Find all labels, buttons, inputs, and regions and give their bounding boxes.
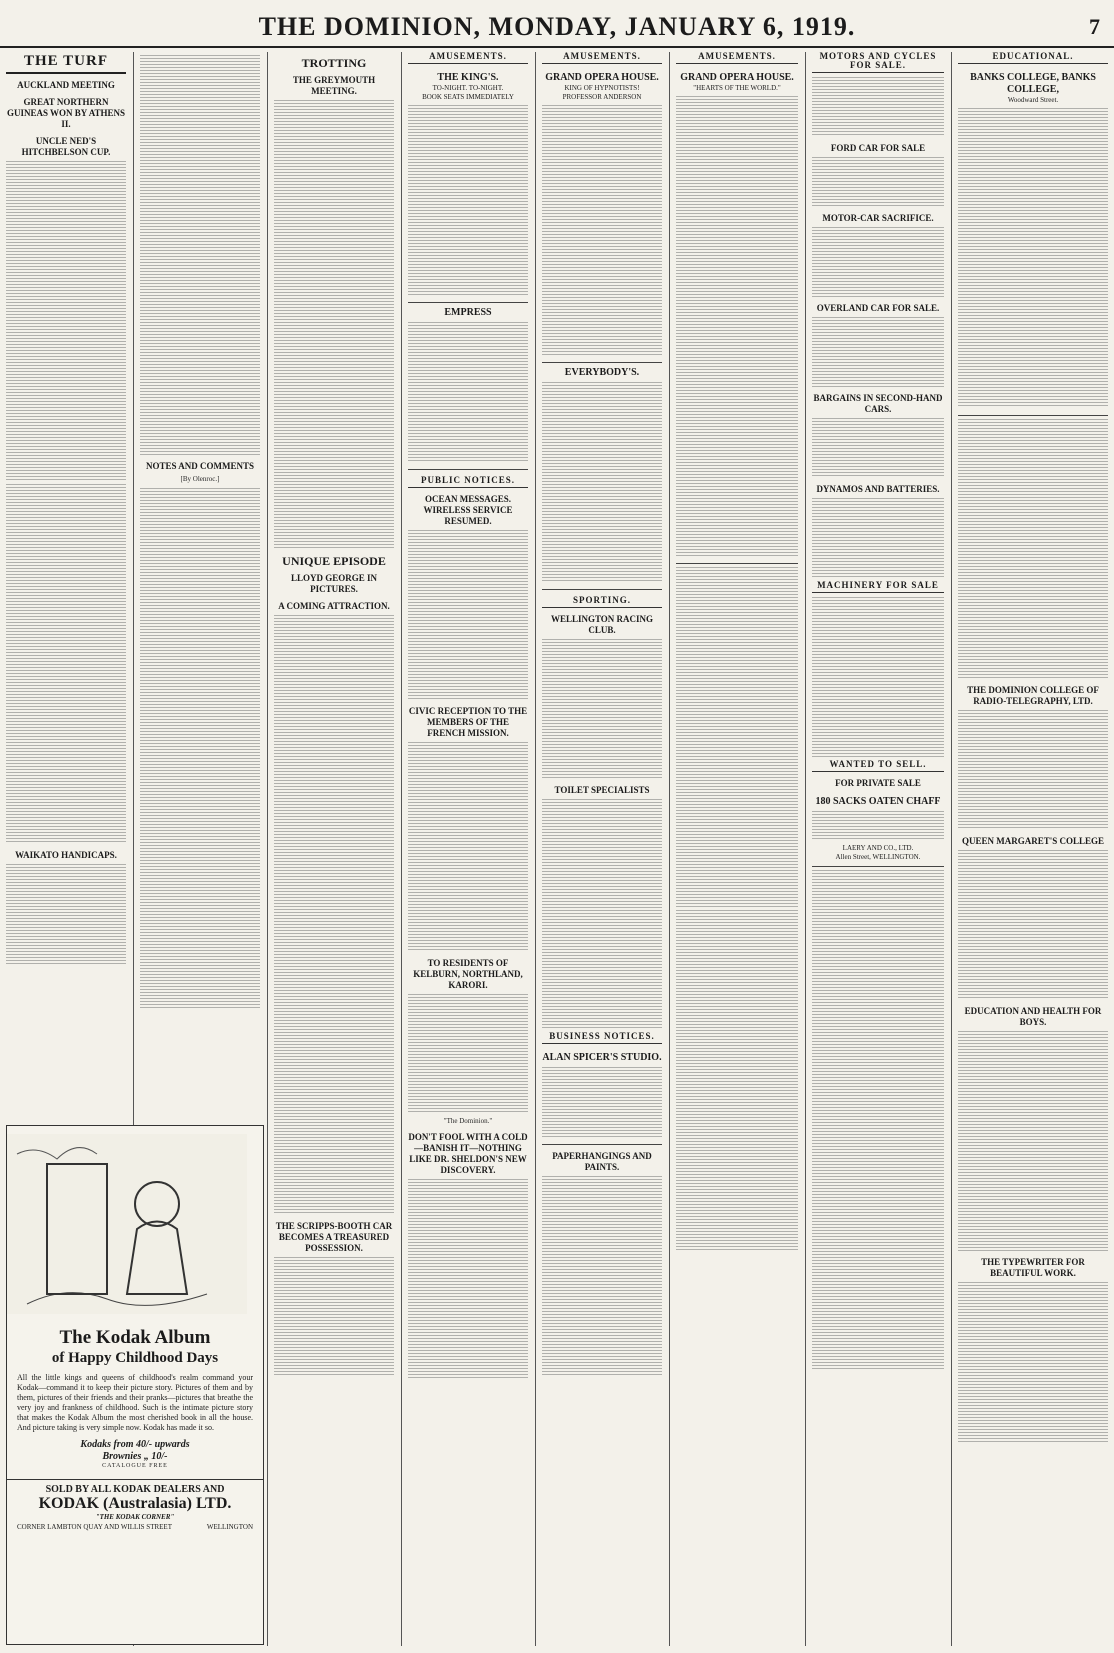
turf-meeting: AUCKLAND MEETING [17, 80, 115, 90]
everybodys-ad [542, 363, 662, 590]
publisher-line: "The Dominion." [443, 1117, 493, 1125]
kings-ad-text [408, 105, 528, 295]
trotting-heading: TROTTING [301, 56, 367, 70]
kelburn-text [408, 994, 528, 1114]
ford-heading: FORD CAR FOR SALE [830, 143, 926, 153]
typewriter-heading: THE TYPEWRITER FOR BEAUTIFUL WORK. [981, 1257, 1085, 1278]
civic-heading: CIVIC RECEPTION TO THE MEMBERS OF THE FRENCH MISSION. [408, 706, 528, 738]
empress-title: EMPRESS [444, 307, 492, 318]
kodak-body: All the little kings and queens of childhood's realm command your Kodak—command it to keep their picture story. Pictures of them and by them, pictures of their friends and their pranks—pictures that breathe the very joy and frankness of childhood. Such is the intimate picture story that makes the Kodak Album the most cherished book in all the house. And picture taking is very simple now. Kodak has made it so. [17, 1373, 253, 1432]
column-motors [806, 52, 950, 1646]
everybodys-title: EVERYBODY'S. [564, 367, 640, 378]
hypnotist-line: KING OF HYPNOTISTS! [564, 84, 640, 92]
woodward-line: Woodward Street. [1007, 96, 1059, 104]
bargains-text [812, 418, 944, 478]
machinery-text [812, 597, 944, 757]
kodak-subtitle: of Happy Childhood Days [51, 1350, 219, 1366]
motor-sacrifice-text [812, 227, 944, 297]
typewriter-text [958, 1282, 1108, 1442]
wireless-text [408, 530, 528, 700]
hearts-ad-text [676, 96, 798, 556]
notes-text [140, 488, 260, 1008]
motors-heading: MOTORS AND CYCLES FOR SALE. [812, 52, 944, 73]
dominion-college-text [958, 710, 1108, 830]
spicer-ad [542, 1048, 662, 1145]
civic-text [408, 742, 528, 952]
dynamos-text [812, 498, 944, 578]
grand-opera-ad [542, 68, 662, 363]
everybodys-text [542, 382, 662, 582]
dynamos-heading: DYNAMOS AND BATTERIES. [816, 484, 940, 494]
kodak-address [7, 1521, 263, 1533]
education-health-heading: EDUCATION AND HEALTH FOR BOYS. [964, 1006, 1102, 1027]
column-trotting [268, 52, 400, 1646]
kodak-city: WELLINGTON [206, 1523, 253, 1531]
book-seats: BOOK SEATS IMMEDIATELY [422, 93, 514, 101]
scripps-heading: THE SCRIPPS-BOOTH CAR BECOMES A TREASURED POSSESSION. [275, 1221, 393, 1253]
race-results-text [6, 864, 126, 964]
kings-theatre-ad [408, 68, 528, 303]
race-results-text [6, 484, 126, 844]
motor-sacrifice-heading: MOTOR-CAR SACRIFICE. [822, 213, 934, 223]
empress-ad-text [408, 322, 528, 462]
paperhangings-heading: PAPERHANGINGS AND PAINTS. [552, 1151, 652, 1172]
wanted-heading: WANTED TO SELL. [812, 760, 944, 772]
notes-byline: [By Olenroc.] [180, 475, 220, 483]
spicer-title: ALAN SPICER'S STUDIO. [542, 1052, 662, 1063]
spicer-text [542, 1067, 662, 1137]
grand-opera-hearts-ad [676, 68, 798, 564]
empress-ad [408, 303, 528, 470]
queen-margarets-text [958, 850, 1108, 1000]
banks-college-title: BANKS COLLEGE, BANKS COLLEGE, [970, 72, 1096, 95]
kelburn-heading: TO RESIDENTS OF KELBURN, NORTHLAND, KARORI. [413, 958, 523, 990]
chaff-title: 180 SACKS OATEN CHAFF [815, 796, 941, 807]
business-notices-text [676, 910, 798, 1250]
laery-line: LAERY AND CO., LTD. [842, 844, 914, 852]
sporting-heading: SPORTING. [542, 596, 662, 608]
grand-opera-text [542, 105, 662, 355]
notices-heading: PUBLIC NOTICES. [408, 476, 528, 488]
queen-margarets-heading: QUEEN MARGARET'S COLLEGE [961, 836, 1105, 846]
notes-heading: NOTES AND COMMENTS [145, 461, 254, 471]
masthead [0, 0, 1114, 48]
page-number: 7 [1089, 14, 1100, 39]
business-heading: BUSINESS NOTICES. [542, 1032, 662, 1044]
bargains-heading: BARGAINS IN SECOND-HAND CARS. [813, 393, 943, 414]
kings-note: TO-NIGHT. TO-NIGHT. [432, 84, 504, 92]
child-photo-illustration [7, 1134, 247, 1314]
episode-heading: UNIQUE EPISODE [282, 554, 386, 568]
overland-text [812, 317, 944, 387]
kodak-title: The Kodak Album [59, 1327, 211, 1348]
kodak-corner: "THE KODAK CORNER" [95, 1513, 175, 1521]
race-results-text [6, 161, 126, 481]
newspaper-title: THE DOMINION, MONDAY, JANUARY 6, 1919. [258, 12, 856, 41]
racing-club: WELLINGTON RACING CLUB. [550, 614, 654, 635]
chaff-ad [812, 792, 944, 867]
trotting-results [274, 100, 394, 550]
toilet-heading: TOILET SPECIALISTS [554, 785, 650, 795]
column-amusements-c [670, 52, 804, 1646]
correspondence-text [958, 419, 1108, 679]
turf-subhead: UNCLE NED'S HITCHBELSON CUP. [21, 136, 111, 157]
episode-sub1: LLOYD GEORGE IN PICTURES. [290, 573, 377, 594]
hearts-line: "HEARTS OF THE WORLD." [693, 84, 781, 92]
wireless-heading: OCEAN MESSAGES. WIRELESS SERVICE RESUMED. [423, 494, 513, 526]
banks-college-text [958, 108, 1108, 408]
paperhangings-text [542, 1176, 662, 1376]
motors-text [812, 77, 944, 137]
column-amusements-b [536, 52, 668, 1646]
turf-heading: THE TURF [6, 52, 126, 74]
professor-line: PROFESSOR ANDERSON [562, 93, 642, 101]
grand-opera-title: GRAND OPERA HOUSE. [545, 72, 659, 83]
allen-line: Allen Street, WELLINGTON. [835, 853, 921, 861]
kodak-company: KODAK (Australasia) LTD. [38, 1495, 232, 1512]
amusements-heading: AMUSEMENTS. [676, 52, 798, 64]
education-health-text [958, 1031, 1108, 1251]
episode-sub2: A COMING ATTRACTION. [278, 601, 390, 611]
private-sale-heading: FOR PRIVATE SALE [835, 778, 921, 788]
business-notices-text [812, 870, 944, 1370]
kodak-price: Kodaks from 40/- upwards [80, 1439, 190, 1450]
chaff-text [812, 811, 944, 841]
race-results-text [140, 55, 260, 455]
cold-text [408, 1179, 528, 1379]
kings-title: THE KING'S. [437, 72, 499, 83]
machinery-heading: MACHINERY FOR SALE [812, 581, 944, 593]
waikato-heading: WAIKATO HANDICAPS. [15, 850, 117, 860]
amusements-heading: AMUSEMENTS. [408, 52, 528, 64]
turf-headline: GREAT NORTHERN GUINEAS WON BY ATHENS II. [6, 97, 126, 129]
kodak-street: CORNER LAMBTON QUAY AND WILLIS STREET [17, 1523, 172, 1531]
kodak-sold-by: SOLD BY ALL KODAK DEALERS AND [7, 1479, 263, 1495]
brownie-price: Brownies „ 10/- [102, 1451, 168, 1462]
grand-opera-title: GRAND OPERA HOUSE. [680, 72, 794, 83]
business-notices-text [676, 567, 798, 907]
toilet-text [542, 799, 662, 1029]
trotting-sub: THE GREYMOUTH MEETING. [292, 75, 376, 96]
column-educational [952, 52, 1114, 1646]
column-amusements-a [402, 52, 534, 1646]
educational-heading: EDUCATIONAL. [958, 52, 1108, 64]
banks-college-ad [958, 68, 1108, 416]
amusements-heading: AMUSEMENTS. [542, 52, 662, 64]
racing-text [542, 639, 662, 779]
overland-heading: OVERLAND CAR FOR SALE. [816, 303, 940, 313]
episode-text [274, 615, 394, 1215]
cold-heading: DON'T FOOL WITH A COLD—BANISH IT—NOTHING LIKE DR. SHELDON'S NEW DISCOVERY. [408, 1132, 528, 1175]
scripps-text [274, 1257, 394, 1377]
dominion-college-heading: THE DOMINION COLLEGE OF RADIO-TELEGRAPHY, LTD. [967, 685, 1099, 706]
catalogue-free: CATALOGUE FREE [102, 1463, 168, 1469]
ford-text [812, 157, 944, 207]
kodak-advertisement [6, 1125, 264, 1645]
